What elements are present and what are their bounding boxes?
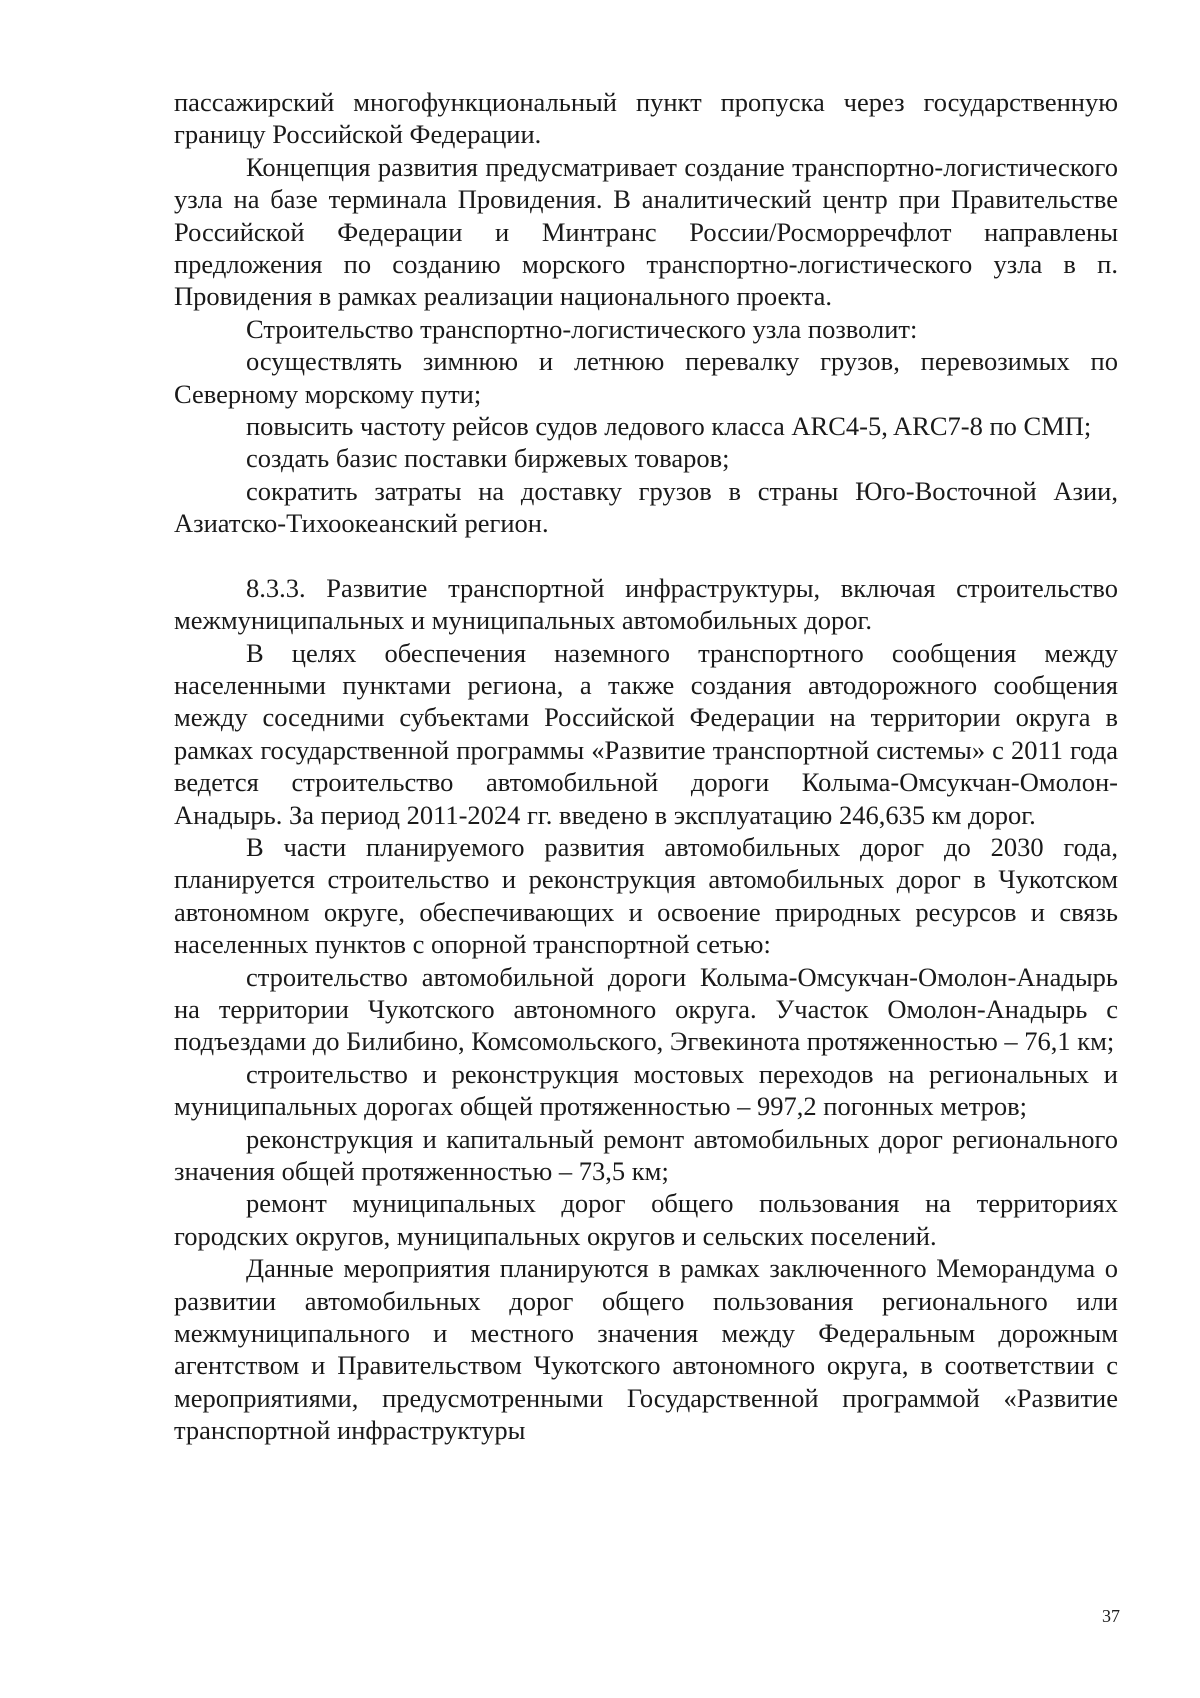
list-item-exchange-goods: создать базис поставки биржевых товаров; <box>246 443 730 474</box>
paragraph-construction-intro: Строительство транспортно-логистического узла позволит: <box>246 313 918 344</box>
document-body <box>174 86 1118 1447</box>
paragraph-continuation: пассажирский многофункциональный пункт пропуска через государственную границу Российской Федерации. <box>174 87 1118 150</box>
paragraph-road-construction: В целях обеспечения наземного транспортного сообщения между населенными пунктами региона, а также создания автодорожного сообщения между соседними субъектами Российской Федерации на территории округа в рамках государственной программы «Развитие транспортной системы» с 2011 года ведется строительство автомобильной дороги Колыма-Омсукчан-Омолон-Анадырь. За период 2011-2024 гг. введено в эксплуатацию 246,635 км дорог. <box>174 637 1118 830</box>
list-item-transshipment: осуществлять зимнюю и летнюю перевалку грузов, перевозимых по Северному морскому пути; <box>174 346 1118 409</box>
list-item-municipal-repair: ремонт муниципальных дорог общего пользования на территориях городских округов, муниципальных округов и сельских поселений. <box>174 1188 1118 1251</box>
paragraph-planned-development: В части планируемого развития автомобильных дорог до 2030 года, планируется строительство и реконструкция автомобильных дорог в Чукотском автономном округе, обеспечивающих и освоение природных ресурсов и связь населенных пунктов с опорной транспортной сетью: <box>174 831 1118 960</box>
page-number: 37 <box>1102 1606 1120 1626</box>
list-item-reconstruction: реконструкция и капитальный ремонт автомобильных дорог регионального значения общей протяженностью – 73,5 км; <box>174 1123 1118 1186</box>
list-item-road-kolyma: строительство автомобильной дороги Колыма-Омсукчан-Омолон-Анадырь на территории Чукотского автономного округа. Участок Омолон-Анадырь с подъездами до Билибино, Комсомольского, Эгвекинота протяженностью – 76,1 км; <box>174 961 1118 1057</box>
list-item-bridges: строительство и реконструкция мостовых переходов на региональных и муниципальных дорогах общей протяженностью – 997,2 погонных метров; <box>174 1058 1118 1122</box>
section-heading-8-3-3: 8.3.3. Развитие транспортной инфраструктуры, включая строительство межмуниципальных и муниципальных автомобильных дорог. <box>174 572 1118 636</box>
list-item-cost-reduction: сократить затраты на доставку грузов в страны Юго-Восточной Азии, Азиатско-Тихоокеанский регион. <box>174 475 1118 539</box>
list-item-voyage-frequency: повысить частоту рейсов судов ледового класса ARC4-5, ARC7-8 по СМП; <box>246 411 1092 442</box>
paragraph-concept: Концепция развития предусматривает создание транспортно-логистического узла на базе терминала Провидения. В аналитический центр при Правительстве Российской Федерации и Минтранс России/Росморречфлот направлены предложения по созданию морского транспортно-логистического узла в п. Провидения в рамках реализации национального проекта. <box>174 151 1118 312</box>
paragraph-memorandum: Данные мероприятия планируются в рамках заключенного Меморандума о развитии автомобильных дорог общего пользования регионального или межмуниципального и местного значения между Федеральным дорожным агентством и Правительством Чукотского автономного округа, в соответствии с мероприятиями, предусмотренными Государственной программой «Развитие транспортной инфраструктуры <box>174 1253 1118 1446</box>
